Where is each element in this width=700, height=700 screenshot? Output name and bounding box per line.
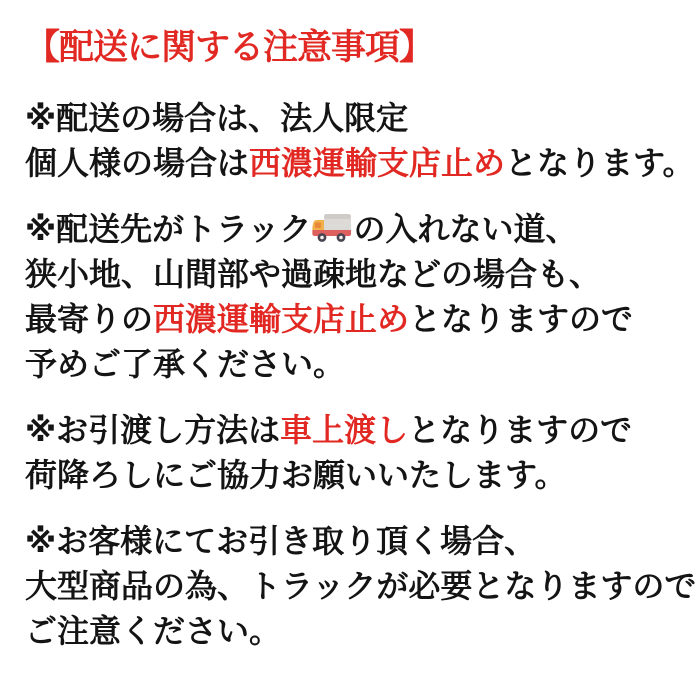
notice-paragraph	[25, 207, 688, 387]
notice-line	[25, 408, 688, 453]
text-segment: となりますので	[409, 300, 634, 338]
text-segment: ※お客様にてお引き取り頂く場合、	[25, 522, 537, 560]
notice-paragraph	[25, 408, 688, 498]
text-segment: ※お引渡し方法は	[25, 411, 281, 449]
text-segment: 狭小地、山間部や過疎地などの場合も、	[25, 255, 602, 293]
text-segment: 個人様の場合は	[25, 144, 250, 182]
text-segment: の入れない道、	[353, 210, 578, 248]
notice-line	[25, 564, 697, 609]
notice-line	[25, 207, 688, 252]
delivery-truck-icon	[312, 210, 352, 240]
text-segment: ※配送先がトラック	[25, 210, 312, 248]
emphasis-text: 西濃運輸支店止め	[153, 300, 410, 338]
emphasis-text: 車上渡し	[280, 411, 409, 449]
text-segment: 荷降ろしにご協力お願いいたします。	[25, 456, 567, 494]
notice-line	[25, 519, 688, 564]
notice-line	[25, 96, 688, 141]
text-segment: 大型商品の為、トラックが必要となりますので	[25, 567, 697, 605]
notice-line	[25, 342, 688, 387]
notice-line	[25, 252, 688, 297]
text-segment: 最寄りの	[25, 300, 154, 338]
notice-line	[25, 609, 688, 654]
text-segment: 予めご了承ください。	[25, 345, 346, 383]
notice-paragraph	[25, 519, 697, 654]
notice-line	[25, 297, 688, 342]
text-segment: ご注意ください。	[25, 612, 282, 650]
notice-line	[25, 453, 688, 498]
text-segment: ※配送の場合は、法人限定	[25, 99, 409, 137]
emphasis-text: 西濃運輸支店止め	[249, 144, 506, 182]
notice-line	[25, 141, 695, 186]
notice-paragraph	[25, 96, 695, 186]
page-title: 【配送に関する注意事項】	[25, 28, 434, 68]
text-segment: となりますので	[408, 411, 633, 449]
notice-body	[25, 96, 697, 654]
text-segment: となります。	[505, 144, 695, 182]
